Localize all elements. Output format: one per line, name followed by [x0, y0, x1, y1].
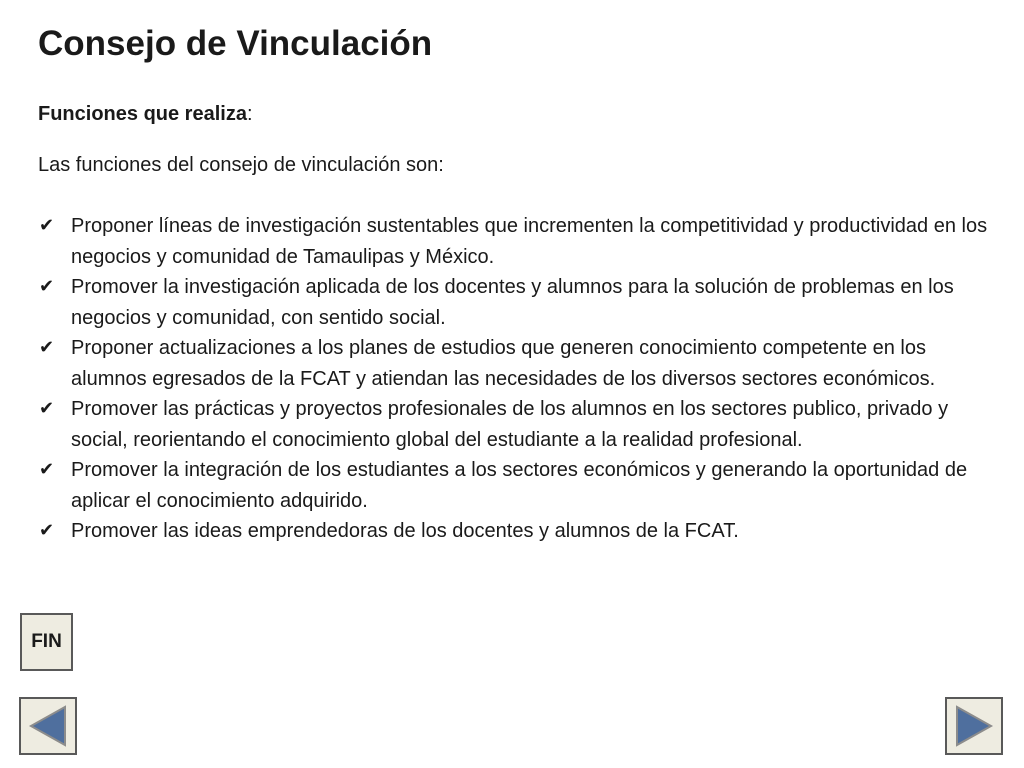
function-text: Promover las prácticas y proyectos profesionales de los alumnos en los sectores publico, privado y social, reorientando el conocimiento global del estudiante a la realidad profesional.	[71, 398, 949, 451]
slide-subtitle	[38, 101, 253, 127]
function-text: Promover la integración de los estudiantes a los sectores económicos y generando la oportunidad de aplicar el conocimiento adquirido.	[71, 459, 968, 512]
checkmark-icon: ✔	[39, 276, 55, 297]
fin-button[interactable]: FIN	[20, 613, 73, 671]
function-text: Proponer actualizaciones a los planes de estudios que generen conocimiento competente en los alumnos egresados de la FCAT y atiendan las necesidades de los diversos sectores económicos.	[71, 337, 936, 390]
function-item	[38, 516, 998, 547]
checkmark-icon: ✔	[39, 398, 55, 419]
next-slide-button[interactable]	[945, 697, 1003, 755]
function-item	[38, 394, 998, 455]
function-text: Promover las ideas emprendedoras de los docentes y alumnos de la FCAT.	[71, 520, 739, 542]
checkmark-icon: ✔	[39, 215, 55, 236]
function-text: Proponer líneas de investigación sustentables que incrementen la competitividad y productividad en los negocios y comunidad de Tamaulipas y México.	[71, 215, 988, 268]
function-item	[38, 455, 998, 516]
triangle-left-icon	[21, 699, 75, 753]
slide-title: Consejo de Vinculación	[38, 24, 433, 63]
functions-list	[38, 211, 998, 547]
checkmark-icon: ✔	[39, 337, 55, 358]
function-item	[38, 211, 998, 272]
previous-slide-button[interactable]	[19, 697, 77, 755]
triangle-right-icon	[947, 699, 1001, 753]
subtitle-suffix: :	[246, 103, 253, 125]
function-item	[38, 272, 998, 333]
intro-text: Las funciones del consejo de vinculación son:	[38, 154, 444, 176]
function-text: Promover la investigación aplicada de los docentes y alumnos para la solución de problemas en los negocios y comunidad, con sentido social.	[71, 276, 954, 329]
checkmark-icon: ✔	[39, 459, 55, 480]
function-item	[38, 333, 998, 394]
checkmark-icon: ✔	[39, 520, 55, 541]
subtitle-bold-text: Funciones que realiza	[38, 103, 247, 125]
